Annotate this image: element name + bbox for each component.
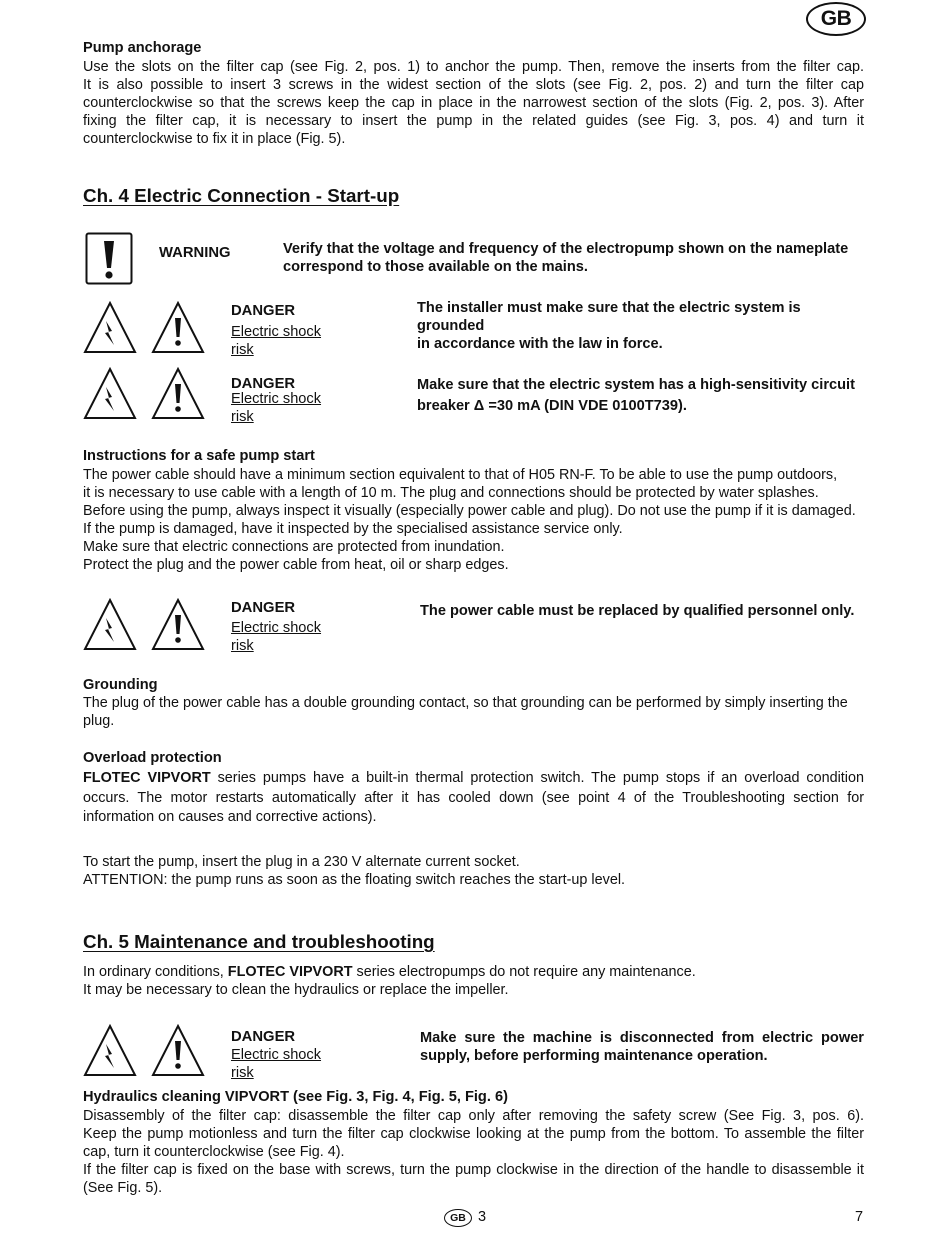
body-text: In ordinary conditions, xyxy=(83,964,228,980)
body-line: The plug of the power cable has a double grounding contact, so that grounding can be performed by simply inserting the xyxy=(83,695,848,711)
danger-line: Make sure that the electric system has a high-sensitivity circuit xyxy=(417,377,855,393)
footer-language-badge: GB xyxy=(444,1209,472,1227)
overload-body xyxy=(83,769,864,828)
grounding-body xyxy=(83,694,864,730)
overload-title: Overload protection xyxy=(83,750,222,766)
hydraulics-title: Hydraulics cleaning VIPVORT (see Fig. 3, Fig. 4, Fig. 5, Fig. 6) xyxy=(83,1089,508,1105)
danger-label: DANGER xyxy=(231,376,296,392)
electric-shock-risk: Electric shock xyxy=(231,1047,322,1063)
body-text: series electropumps do not require any maintenance. xyxy=(352,964,696,980)
body-line: Disassembly of the filter cap: disassemble the filter cap only after removing the safety screw (See Fig. 3, pos. 6). xyxy=(83,1108,864,1124)
body-line: If the filter cap is fixed on the base with screws, turn the pump clockwise in the direction of the handle to disassemble it xyxy=(83,1162,864,1179)
warning-triangle-icon xyxy=(151,598,205,651)
page-number: 7 xyxy=(855,1209,864,1225)
risk-word: risk xyxy=(231,409,254,425)
warning-line: correspond to those available on the mains. xyxy=(283,259,588,276)
body-line: it is necessary to use cable with a length of 10 m. The plug and connections should be protected by water splashes. xyxy=(83,485,819,502)
danger-text xyxy=(420,1029,864,1065)
body-line: It may be necessary to clean the hydraulics or replace the impeller. xyxy=(83,982,509,999)
danger-line: in accordance with the law in force. xyxy=(417,336,663,353)
warning-label: WARNING xyxy=(159,245,231,261)
danger-label: DANGER xyxy=(231,1029,296,1045)
electric-shock-icon xyxy=(83,598,137,651)
body-line: cap, turn it counterclockwise (see Fig. 4). xyxy=(83,1144,345,1161)
body-line: Before using the pump, always inspect it visually (especially power cable and plug). Do not use the pump if it is damaged. xyxy=(83,503,856,520)
body-line xyxy=(83,769,864,789)
grounding-title: Grounding xyxy=(83,677,158,693)
body-line: It is also possible to insert 3 screws in the widest section of the slots (see Fig. 2, pos. 2) and turn the filter cap xyxy=(83,77,864,94)
risk-word: risk xyxy=(231,1065,254,1081)
electric-shock-icon xyxy=(83,301,137,354)
body-text: series pumps have a built-in thermal protection switch. The pump stops if an overload condition xyxy=(210,770,864,786)
danger-text xyxy=(417,375,864,417)
electric-shock-risk: Electric shock xyxy=(231,391,322,407)
body-line: (See Fig. 5). xyxy=(83,1180,163,1197)
warning-triangle-icon xyxy=(151,1024,205,1077)
brand-name: FLOTEC VIPVORT xyxy=(83,770,211,786)
body-line: To start the pump, insert the plug in a 230 V alternate current socket. xyxy=(83,854,520,870)
body-line: plug. xyxy=(83,713,115,730)
warning-triangle-icon xyxy=(151,367,205,420)
exclamation-box-icon xyxy=(85,232,133,285)
body-line: The power cable should have a minimum section equivalent to that of H05 RN-F. To be able to use the pump outdoors, xyxy=(83,467,838,483)
chapter-5-heading: Ch. 5 Maintenance and troubleshooting xyxy=(83,931,435,952)
chapter-4-heading: Ch. 4 Electric Connection - Start-up xyxy=(83,185,400,206)
electric-shock-risk: Electric shock xyxy=(231,620,322,636)
body-line: Protect the plug and the power cable from heat, oil or sharp edges. xyxy=(83,557,509,574)
body-line: Use the slots on the filter cap (see Fig. 2, pos. 1) to anchor the pump. Then, remove the inserts from the filter cap. xyxy=(83,59,864,75)
body-line: Make sure that electric connections are protected from inundation. xyxy=(83,539,505,556)
body-line: counterclockwise to fix it in place (Fig. 5). xyxy=(83,131,346,148)
danger-text: The power cable must be replaced by qualified personnel only. xyxy=(420,603,855,619)
safe-start-title: Instructions for a safe pump start xyxy=(83,448,315,464)
body-line: counterclockwise so that the screws keep the cap in place in the narrowest section of the slots (Fig. 2, pos. 3). After xyxy=(83,95,864,112)
section-number: 3 xyxy=(478,1209,487,1225)
pump-anchorage-title: Pump anchorage xyxy=(83,40,202,56)
warning-line: Verify that the voltage and frequency of the electropump shown on the nameplate xyxy=(283,241,849,257)
electric-shock-icon xyxy=(83,367,137,420)
pump-anchorage-body xyxy=(83,58,864,148)
danger-line: The installer must make sure that the electric system is grounded xyxy=(417,300,801,335)
language-badge: GB xyxy=(806,2,866,36)
body-line: ATTENTION: the pump runs as soon as the floating switch reaches the start-up level. xyxy=(83,872,626,889)
danger-label: DANGER xyxy=(231,303,296,319)
electric-shock-risk: Electric shock xyxy=(231,324,322,340)
body-line: occurs. The motor restarts automatically after it has cooled down (see point 4 of the Troubleshooting section for xyxy=(83,789,864,806)
danger-label: DANGER xyxy=(231,600,296,616)
electric-shock-icon xyxy=(83,1024,137,1077)
ch5-intro xyxy=(83,963,864,999)
body-line: Keep the pump motionless and turn the filter cap clockwise looking at the pump from the bottom. To assemble the filter xyxy=(83,1126,864,1143)
danger-line: supply, before performing maintenance operation. xyxy=(420,1048,768,1065)
danger-line: breaker Δ =30 mA (DIN VDE 0100T739). xyxy=(417,398,687,414)
risk-word: risk xyxy=(231,342,254,358)
body-line: information on causes and corrective actions). xyxy=(83,809,377,825)
body-line: fixing the filter cap, it is necessary to insert the pump in the related guides (see Fig. 3, pos. 4) and turn it xyxy=(83,113,864,130)
body-line: If the pump is damaged, have it inspected by the specialised assistance service only. xyxy=(83,521,623,538)
warning-triangle-icon xyxy=(151,301,205,354)
risk-word: risk xyxy=(231,638,254,654)
warning-text xyxy=(283,240,864,276)
safe-start-body xyxy=(83,466,864,575)
start-body xyxy=(83,853,864,889)
danger-text xyxy=(417,299,864,354)
body-line xyxy=(83,963,864,981)
brand-name: FLOTEC VIPVORT xyxy=(227,964,353,980)
hydraulics-body xyxy=(83,1107,864,1197)
danger-line: Make sure the machine is disconnected from electric power xyxy=(420,1030,864,1046)
